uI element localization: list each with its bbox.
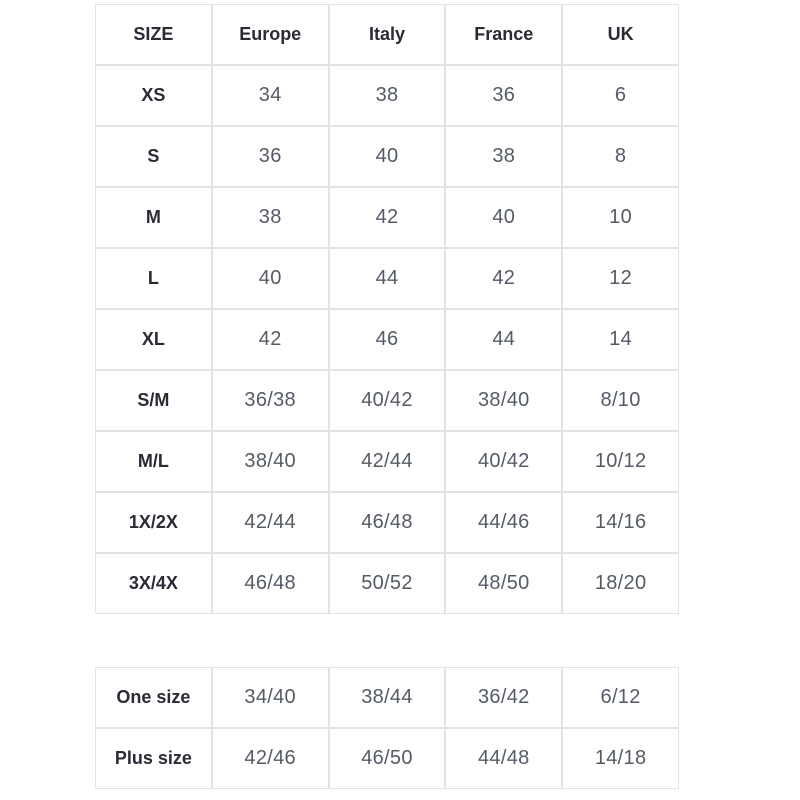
italy-value: 46 — [329, 309, 446, 370]
size-label: Plus size — [95, 728, 212, 789]
table-row-m — [95, 187, 679, 248]
italy-value: 50/52 — [329, 553, 446, 614]
uk-value: 10 — [562, 187, 679, 248]
europe-value: 34 — [212, 65, 329, 126]
europe-value: 42/44 — [212, 492, 329, 553]
column-header-size: SIZE — [95, 4, 212, 65]
size-label: 1X/2X — [95, 492, 212, 553]
france-value: 48/50 — [445, 553, 562, 614]
table-row-one-size — [95, 667, 679, 728]
special-table-body — [95, 667, 679, 789]
france-value: 38/40 — [445, 370, 562, 431]
column-header-uk: UK — [562, 4, 679, 65]
italy-value: 46/48 — [329, 492, 446, 553]
europe-value: 36/38 — [212, 370, 329, 431]
europe-value: 46/48 — [212, 553, 329, 614]
europe-value: 42 — [212, 309, 329, 370]
uk-value: 12 — [562, 248, 679, 309]
size-label: S — [95, 126, 212, 187]
italy-value: 40/42 — [329, 370, 446, 431]
uk-value: 6/12 — [562, 667, 679, 728]
france-value: 44 — [445, 309, 562, 370]
table-row-s — [95, 126, 679, 187]
uk-value: 6 — [562, 65, 679, 126]
france-value: 44/48 — [445, 728, 562, 789]
france-value: 42 — [445, 248, 562, 309]
header-row — [95, 4, 679, 65]
size-label: XS — [95, 65, 212, 126]
table-row-xl — [95, 309, 679, 370]
size-table-body — [95, 65, 679, 614]
france-value: 40/42 — [445, 431, 562, 492]
column-header-france: France — [445, 4, 562, 65]
table-row-1x2x — [95, 492, 679, 553]
table-row-sm — [95, 370, 679, 431]
table-row-l — [95, 248, 679, 309]
uk-value: 14/16 — [562, 492, 679, 553]
size-label: M/L — [95, 431, 212, 492]
italy-value: 38 — [329, 65, 446, 126]
column-header-europe: Europe — [212, 4, 329, 65]
special-sizes-chart — [95, 667, 679, 789]
uk-value: 18/20 — [562, 553, 679, 614]
uk-value: 14/18 — [562, 728, 679, 789]
uk-value: 14 — [562, 309, 679, 370]
size-conversion-chart — [95, 4, 679, 614]
size-label: One size — [95, 667, 212, 728]
table-row-ml — [95, 431, 679, 492]
italy-value: 42/44 — [329, 431, 446, 492]
italy-value: 42 — [329, 187, 446, 248]
size-label: XL — [95, 309, 212, 370]
europe-value: 38/40 — [212, 431, 329, 492]
france-value: 40 — [445, 187, 562, 248]
france-value: 36 — [445, 65, 562, 126]
table-row-xs — [95, 65, 679, 126]
size-table-header — [95, 4, 679, 65]
italy-value: 38/44 — [329, 667, 446, 728]
size-label: 3X/4X — [95, 553, 212, 614]
uk-value: 8 — [562, 126, 679, 187]
france-value: 36/42 — [445, 667, 562, 728]
size-label: M — [95, 187, 212, 248]
italy-value: 46/50 — [329, 728, 446, 789]
table-row-3x4x — [95, 553, 679, 614]
europe-value: 34/40 — [212, 667, 329, 728]
europe-value: 40 — [212, 248, 329, 309]
uk-value: 8/10 — [562, 370, 679, 431]
table-row-plus-size — [95, 728, 679, 789]
column-header-italy: Italy — [329, 4, 446, 65]
france-value: 38 — [445, 126, 562, 187]
size-label: S/M — [95, 370, 212, 431]
italy-value: 44 — [329, 248, 446, 309]
europe-value: 36 — [212, 126, 329, 187]
size-conversion-table — [95, 4, 679, 614]
size-label: L — [95, 248, 212, 309]
italy-value: 40 — [329, 126, 446, 187]
uk-value: 10/12 — [562, 431, 679, 492]
europe-value: 42/46 — [212, 728, 329, 789]
france-value: 44/46 — [445, 492, 562, 553]
special-sizes-table — [95, 667, 679, 789]
europe-value: 38 — [212, 187, 329, 248]
